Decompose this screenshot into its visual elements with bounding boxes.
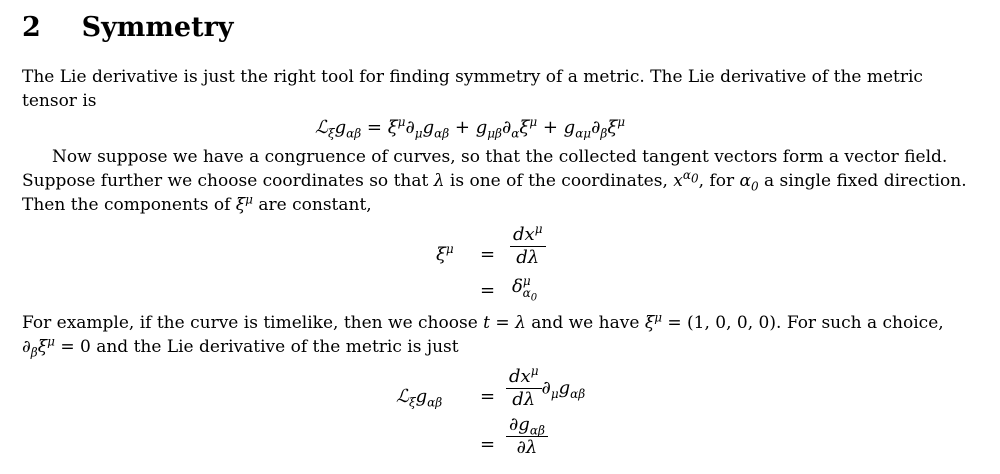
equals-sign: = [480, 434, 496, 455]
paragraph-1-line-2: tensor is [22, 91, 97, 111]
xi-lhs: $\xi^\mu$ [436, 242, 454, 265]
equals-sign: = [480, 280, 496, 301]
lie-derivative-lhs: $ℒ_\xi g_{\alpha\beta}$ [396, 386, 443, 410]
equals-sign: = [480, 386, 496, 407]
paragraph-1-line-1: The Lie derivative is just the right tool for finding symmetry of a metric. The Lie derivative of the metric [22, 67, 923, 87]
equals-sign: = [480, 244, 496, 265]
paragraph-2-line-2: Suppose further we choose coordinates so that λ is one of the coordinates, $x^{\alpha_0}$, for $\alpha_0$ a single fixed direction. [22, 168, 967, 194]
paragraph-3-line-1: For example, if the curve is timelike, then we choose t = λ and we have $\xi^\mu = (1$, 0, 0, 0). For such a choice, [22, 310, 944, 333]
kronecker-delta: $\delta^\mu_{\alpha_0}$ [512, 274, 538, 303]
dx-dlambda-fraction: $\frac{dx^\mu}{d\lambda}$ [510, 224, 546, 269]
section-title: Symmetry [81, 12, 234, 43]
partial-g-partial-lambda: $\frac{\partial g_{\alpha\beta}}{\partial\lambda}$ [506, 414, 548, 459]
paragraph-2-line-1: Now suppose we have a congruence of curves, so that the collected tangent vectors form a vector field. [52, 147, 948, 167]
paragraph-2-line-3: Then the components of $\xi^\mu$ are constant, [22, 192, 372, 215]
paragraph-3-line-2: $\partial_\beta\xi^\mu = 0$ and the Lie derivative of the metric is just [22, 334, 459, 360]
section-number: 2 [22, 12, 41, 43]
lie-derivative-equation: $ℒ_\xi g_{\alpha\beta} = \xi^\mu\partial_\mu g_{\alpha\beta} + g_{\mu\beta}\partial_\alpha\xi^\mu + g_{\alpha\mu}\partial_\beta\xi^\mu$ [315, 115, 626, 141]
dx-dlambda-dg-term: $\frac{dx^\mu}{d\lambda}$ $\partial_\mu g_{\alpha\beta}$ [506, 366, 585, 411]
section-heading [22, 12, 234, 43]
